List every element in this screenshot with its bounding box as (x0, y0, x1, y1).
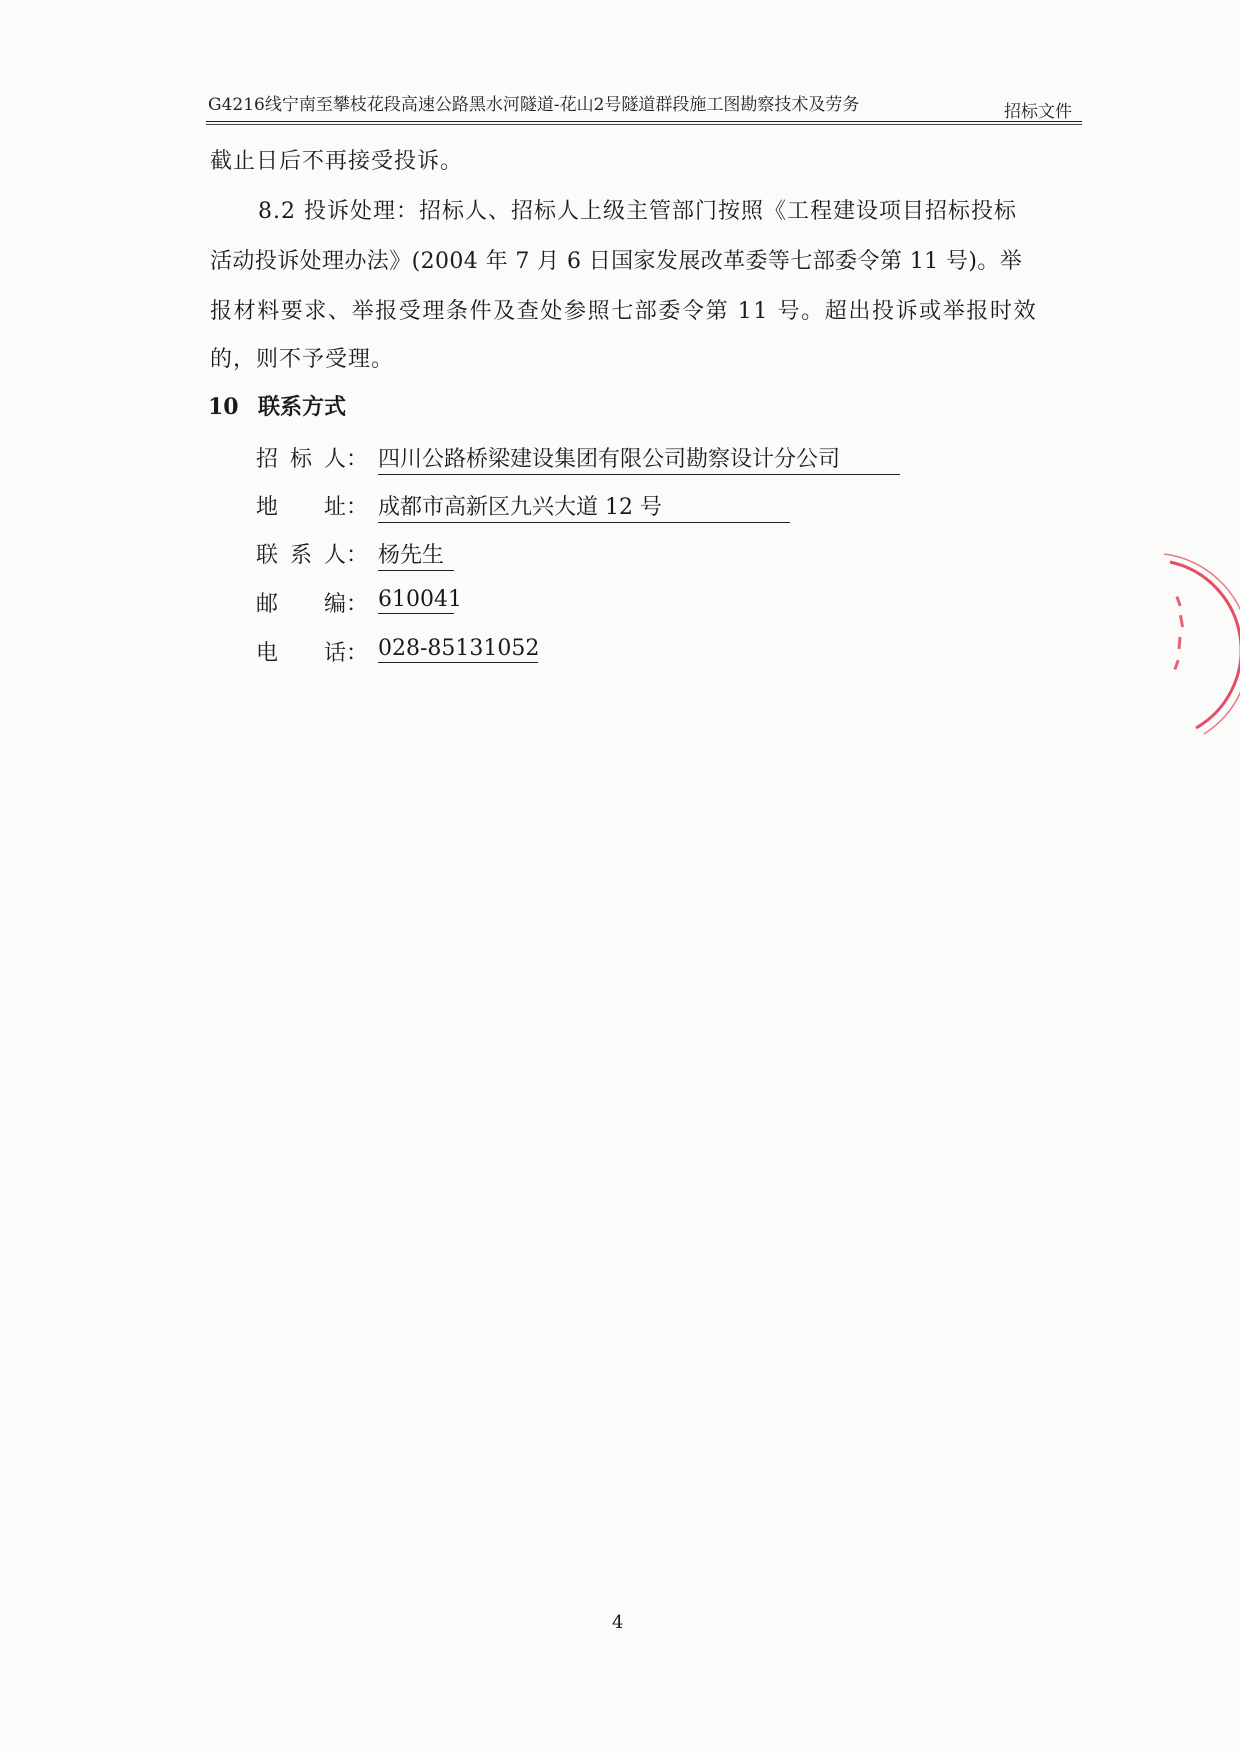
body-line-2: 8.2 投诉处理：招标人、招标人上级主管部门按照《工程建设项目招标投标 (258, 199, 1017, 224)
contact-person-value: 杨先生 (378, 538, 454, 571)
body-line-1: 截止日后不再接受投诉。 (210, 149, 464, 174)
label-char: 电 (256, 641, 279, 666)
header-rule (206, 121, 1082, 122)
body-line-5: 的，则不予受理。 (210, 347, 395, 372)
label-char: 话： (324, 641, 369, 666)
body-line-3: 活动投诉处理办法》(2004 年 7 月 6 日国家发展改革委等七部委令第 11 号)。举 (210, 249, 1023, 274)
label-char: 招 (256, 447, 279, 472)
section-number: 10 (208, 394, 239, 420)
page-number: 4 (612, 1612, 624, 1633)
label-char: 人： (324, 543, 369, 568)
section-heading (208, 390, 346, 421)
label-char: 标 (290, 447, 313, 472)
label-char: 人： (324, 447, 369, 472)
address-value: 成都市高新区九兴大道 12 号 (378, 490, 790, 523)
header-doc-type: 招标文件 (1004, 102, 1072, 122)
header-rule-secondary (206, 124, 1082, 125)
label-char: 邮 (256, 592, 279, 617)
label-char: 地 (256, 495, 279, 520)
label-char: 联 (256, 543, 279, 568)
seal-stamp-icon (1160, 540, 1240, 740)
phone-value: 028-85131052 (378, 636, 540, 661)
label-char: 系 (290, 543, 313, 568)
section-title: 联系方式 (258, 394, 347, 420)
header-title: G4216线宁南至攀枝花段高速公路黑水河隧道-花山2号隧道群段施工图勘察技术及劳务 (208, 95, 860, 115)
label-char: 编： (324, 592, 369, 617)
tenderer-value: 四川公路桥梁建设集团有限公司勘察设计分公司 (378, 442, 900, 475)
label-char: 址： (324, 495, 369, 520)
body-line-4: 报材料要求、举报受理条件及查处参照七部委令第 11 号。超出投诉或举报时效 (210, 299, 1038, 324)
postcode-value: 610041 (378, 587, 462, 612)
